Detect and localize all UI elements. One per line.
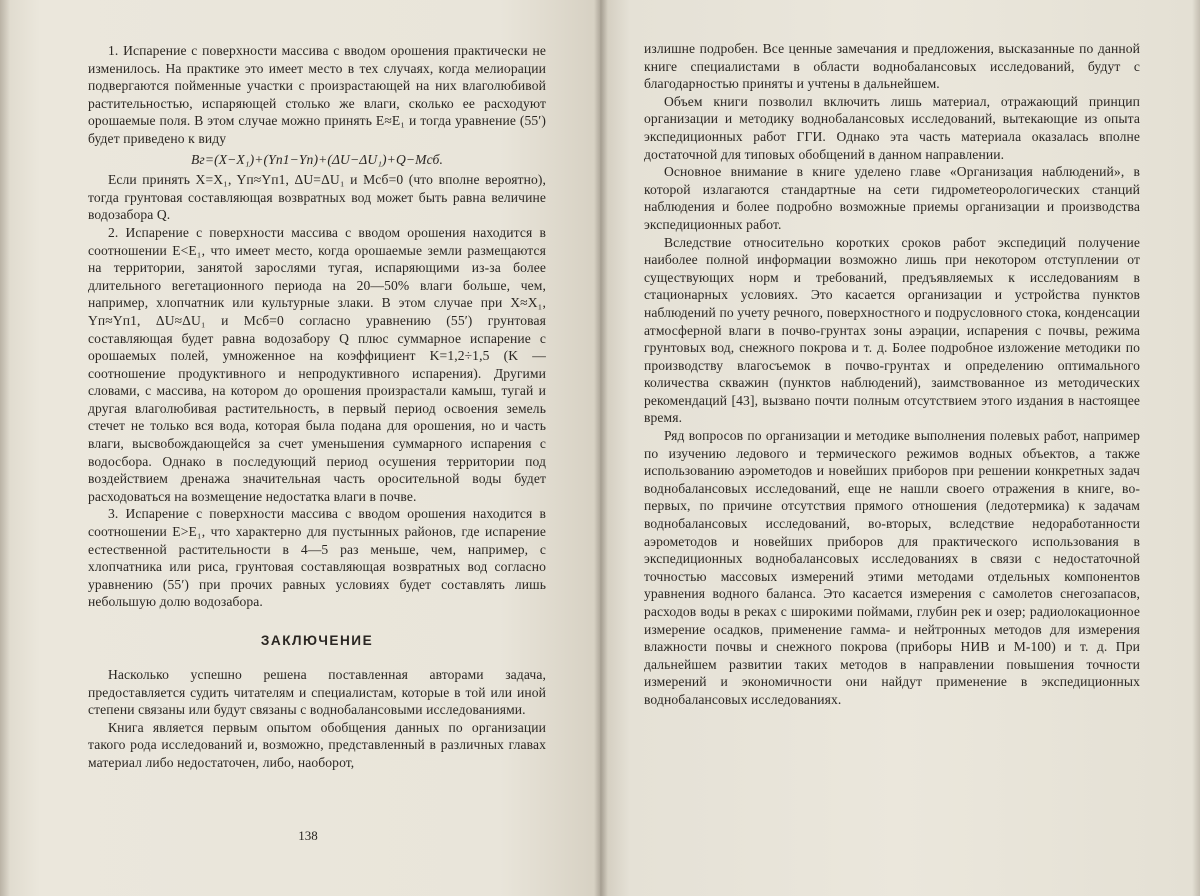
paragraph-condition: Если принять X=X₁, Yп≈Yп1, ΔU=ΔU₁ и Mсб=0 (что вполне вероятно), тогда грунтовая составляющая возвратных вод может быть равна величине водозабора Q.: [88, 172, 546, 223]
paragraph-deadlines: Вследствие относительно коротких сроков работ экспедиций получение наиболее полной информации возможно лишь при некотором отступлении от существующих норм и требований, предъявляемых к исследованиям в стационарных условиях. Это касается организации и устройства пунктов наблюдений по учету речного, поверхностного и подрусловного стока, конденсации атмосферной влаги в почво-грунтах зоны аэрации, испарения с почвы, режима грунтовых вод, снежного покрова и т. д. Более подробное изложение методики по производству влагосъемок в почво-грунтах и определению оптимального количества скважин (пунктов наблюдений), заимствованное из методических рекомендаций [43], вызвано почти полным отсутствием этого издания в настоящее время.: [644, 234, 1140, 426]
equation: Bг=(X−X₁)+(Yп1−Yп)+(ΔU−ΔU₁)+Q−Mсб.: [191, 151, 443, 167]
paragraph-scope: Объем книги позволил включить лишь материал, отражающий принцип организации и методику воднобалансовых исследований, вытекающие из опыта экспедиционных работ ГГИ. Однако эта часть материала оказалась вполне достаточной для типовых обобщений в данном направлении.: [644, 93, 1140, 162]
page-number: 138: [298, 828, 318, 843]
conclusion-paragraph-1: Насколько успешно решена поставленная авторами задача, предоставляется судить читателям и специалистам, которые в той или иной степени связаны или будут связаны с воднобалансовыми исследованиями.: [88, 667, 546, 718]
paragraph-focus: Основное внимание в книге уделено главе «Организация наблюдений», в которой излагаются стандартные на сети гидрометеорологических станций наблюдения и более подробно возможные приемы организации и производства экспедиционных работ.: [644, 164, 1140, 232]
section-heading: ЗАКЛЮЧЕНИЕ: [260, 633, 374, 648]
paragraph-open-questions: Ряд вопросов по организации и методике выполнения полевых работ, например по изучению ледового и термического режимов водных объектов, а также использованию аэрометодов и новейших приборов при решении конкретных задач воднобалансовых исследований, еще не нашли своего отражения в книге, во-первых, по причине отсутствия прямого отношения (ледотермика) к задачам воднобалансовых исследований, во-вторых, вследствие недоработанности аэрометодов и новейших приборов для практического использования в экспедиционных воднобалансовых исследованиях в связи с недостаточной точностью массовых измерений этими методами отдельных компонентов уравнения водного баланса. Это касается измерения с самолетов снегозапасов, расходов воды в реках с широкими поймами, глубин рек и озер; радиолокационное измерение осадков, применение гамма- и нейтронных методов для измерения влажности почвы и снежного покрова (приборы НИВ и М-100) и т. д. При дальнейшем развитии таких методов в направлении повышения точности измерений и экономичности они найдут применение в экспедиционных воднобалансовых исследованиях.: [644, 428, 1140, 707]
paragraph-item-3: 3. Испарение с поверхности массива с вводом орошения находится в соотношении E>E₁, что характерно для пустынных районов, где испарение естественной растительности в 4—5 раз меньше, чем, например, с хлопчатника или риса, грунтовая составляющая возвратных вод согласно уравнению (55′) при прочих равных условиях будет составлять лишь небольшую долю водозабора.: [88, 506, 546, 610]
page-edge-shadow: [0, 0, 10, 896]
conclusion-paragraph-2: Книга является первым опытом обобщения данных по организации такого рода исследований и, возможно, представленный в различных главах материал либо недостаточен, либо, наоборот,: [88, 719, 546, 770]
paragraph-continuation: излишне подробен. Все ценные замечания и предложения, высказанные по данной книге специалистами в области воднобалансовых исследований, будут с благодарностью приняты и учтены в дальнейшем.: [644, 41, 1140, 92]
page-edge-shadow: [1192, 0, 1200, 896]
right-page: [600, 0, 1200, 896]
paragraph-item-2: 2. Испарение с поверхности массива с вводом орошения находится в соотношении E<E₁, что имеет место, когда орошаемые земли размещаются на территории, занятой зарослями тугая, испаряющими из-за более длительного вегетационного периода на 20—50% влаги больше, чем, например, хлопчатник или культурные злаки. В этом случае при X≈X₁, Yп≈Yп1, ΔU≈ΔU₁ и Mсб=0 согласно уравнению (55′) грунтовая составляющая будет равна водозабору Q плюс суммарное испарение с орошаемых полей, умноженное на коэффициент K=1,2÷1,5 (K — соотношение продуктивного и непродуктивного испарения). Другими словами, с массива, на котором до орошения произрастали камыш, тугай и другая влаголюбивая растительность, в первый период освоения земель стечет не только вся вода, которая была подана для орошения, но и часть влаги, высвобождающейся за счет уменьшения суммарного испарения с водосбора. Однако в последующий период осушения территории под воздействием дренажа значительная часть оросительной воды будет расходоваться на возмещение недостатка влаги в почве.: [88, 224, 546, 504]
paragraph-item-1: 1. Испарение с поверхности массива с вводом орошения практически не изменилось. На практике это имеет место в тех случаях, когда мелиорации подвергаются пойменные участки с произрастающей на них влаголюбивой растительностью, испаряющей столько же влаги, сколько ее расходуют орошаемые поля. В этом случае можно принять E≈E₁ и тогда уравнение (55′) будет приведено к виду: [88, 43, 546, 146]
